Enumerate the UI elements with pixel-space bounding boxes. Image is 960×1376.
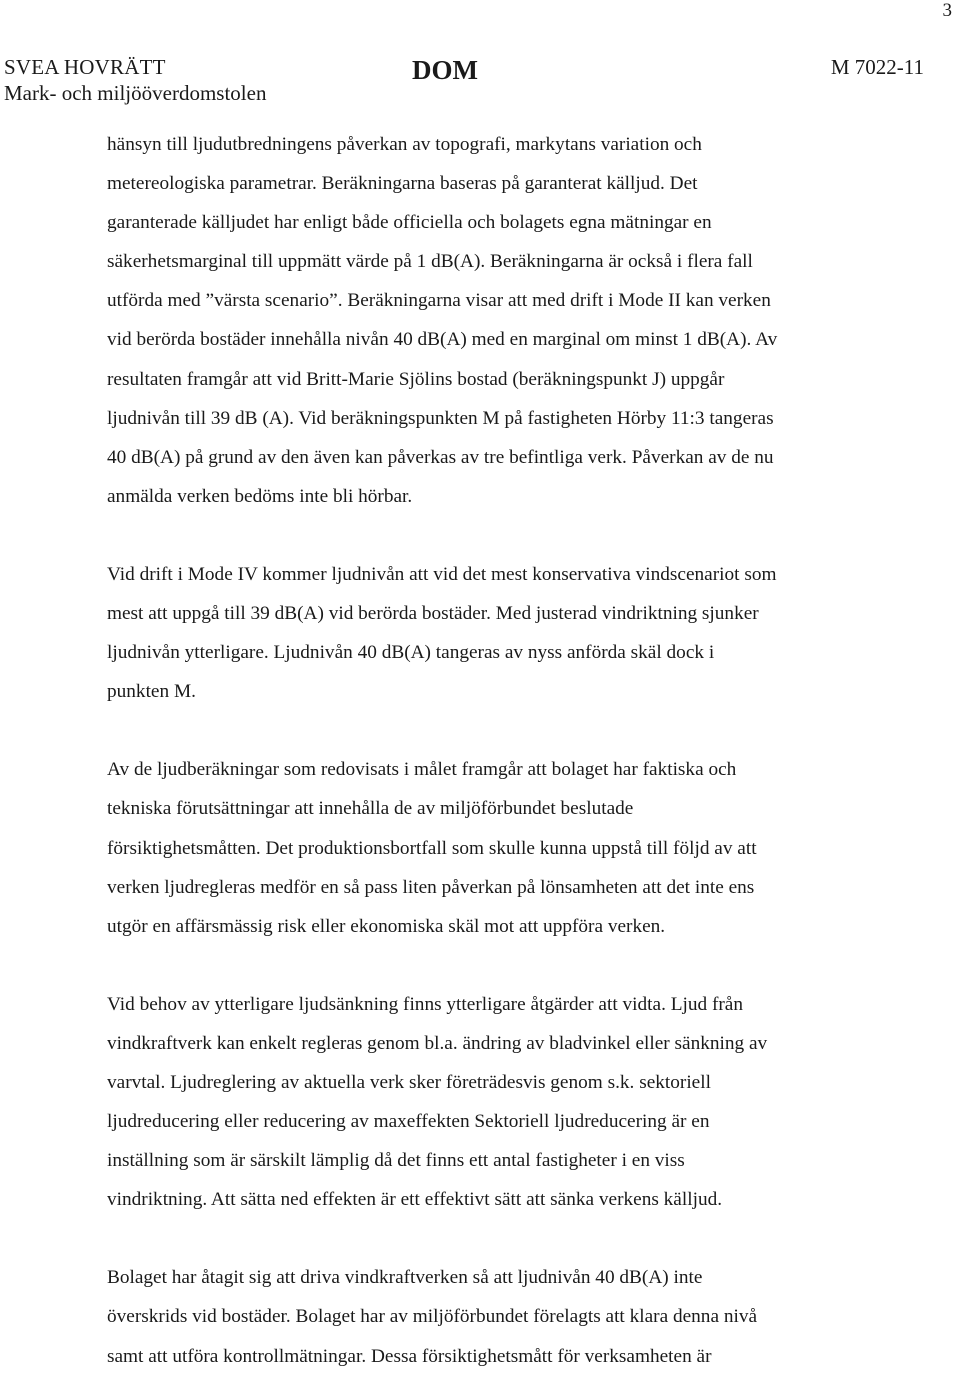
text-line: ljudreducering eller reducering av maxeffekten Sektoriell ljudreducering är en bbox=[107, 1111, 710, 1133]
text-line: resultaten framgår att vid Britt-Marie Sjölins bostad (beräkningspunkt J) uppgår bbox=[107, 368, 725, 390]
document-header bbox=[4, 54, 924, 106]
text-line: 40 dB(A) på grund av den även kan påverkas av tre befintliga verk. Påverkan av de nu bbox=[107, 446, 774, 468]
text-line: anmälda verken bedöms inte bli hörbar. bbox=[107, 485, 413, 507]
text-line: säkerhetsmarginal till uppmätt värde på 1 dB(A). Beräkningarna är också i flera fall bbox=[107, 251, 753, 273]
text-line: varvtal. Ljudreglering av aktuella verk sker företrädesvis genom s.k. sektoriell bbox=[107, 1071, 711, 1093]
paragraph-4 bbox=[107, 985, 907, 1220]
text-line: punkten M. bbox=[107, 681, 196, 703]
case-number: M 7022-11 bbox=[830, 55, 924, 79]
text-line: Vid drift i Mode IV kommer ljudnivån att vid det mest konservativa vindscenariot som bbox=[107, 563, 777, 585]
text-line: garanterade källjudet har enligt både officiella och bolagets egna mätningar en bbox=[107, 212, 712, 234]
text-line: ljudnivån till 39 dB (A). Vid beräkningspunkten M på fastigheten Hörby 11:3 tangeras bbox=[107, 407, 774, 429]
document-type: DOM bbox=[412, 55, 478, 85]
paragraph-2 bbox=[107, 555, 907, 711]
paragraph-5 bbox=[107, 1258, 907, 1375]
text-line: vindkraftverk kan enkelt regleras genom bl.a. ändring av bladvinkel eller sänkning av bbox=[107, 1032, 768, 1054]
document-body bbox=[107, 125, 907, 1376]
text-line: försiktighetsmåtten. Det produktionsbortfall som skulle kunna uppstå till följd av att bbox=[107, 837, 757, 859]
text-line: tekniska förutsättningar att innehålla de av miljöförbundet beslutade bbox=[107, 798, 634, 820]
text-line: metereologiska parametrar. Beräkningarna baseras på garanterat källjud. Det bbox=[107, 173, 698, 195]
text-line: vindriktning. Att sätta ned effekten är ett effektivt sätt att sänka verkens källjud. bbox=[107, 1189, 723, 1211]
text-line: Vid behov av ytterligare ljudsänkning finns ytterligare åtgärder att vidta. Ljud från bbox=[107, 993, 743, 1015]
text-line: Av de ljudberäkningar som redovisats i målet framgår att bolaget har faktiska och bbox=[107, 759, 737, 781]
court-name: SVEA HOVRÄTT bbox=[4, 55, 166, 79]
text-line: utgör en affärsmässig risk eller ekonomiska skäl mot att uppföra verken. bbox=[107, 915, 666, 937]
court-division: Mark- och miljööverdomstolen bbox=[4, 81, 267, 105]
paragraph-1 bbox=[107, 125, 907, 516]
text-line: vid berörda bostäder innehålla nivån 40 dB(A) med en marginal om minst 1 dB(A). Av bbox=[107, 329, 778, 351]
text-line: hänsyn till ljudutbredningens påverkan av topografi, markytans variation och bbox=[107, 134, 702, 155]
text-line: överskrids vid bostäder. Bolaget har av miljöförbundet förelagts att klara denna nivå bbox=[107, 1306, 758, 1328]
text-line: ljudnivån ytterligare. Ljudnivån 40 dB(A) tangeras av nyss anförda skäl dock i bbox=[107, 642, 715, 664]
text-line: Bolaget har åtagit sig att driva vindkraftverken så att ljudnivån 40 dB(A) inte bbox=[107, 1267, 703, 1289]
text-line: verken ljudregleras medför en så pass liten påverkan på lönsamheten att det inte ens bbox=[107, 876, 755, 898]
text-line: inställning som är särskilt lämplig då det finns ett antal fastigheter i en viss bbox=[107, 1150, 685, 1172]
page-number: 3 bbox=[942, 0, 952, 21]
text-line: mest att uppgå till 39 dB(A) vid berörda bostäder. Med justerad vindriktning sjunker bbox=[107, 603, 759, 625]
text-line: utförda med ”värsta scenario”. Beräkningarna visar att med drift i Mode II kan verken bbox=[107, 290, 771, 312]
text-line: samt att utföra kontrollmätningar. Dessa försiktighetsmått för verksamheten är bbox=[107, 1345, 712, 1367]
paragraph-3 bbox=[107, 750, 907, 945]
